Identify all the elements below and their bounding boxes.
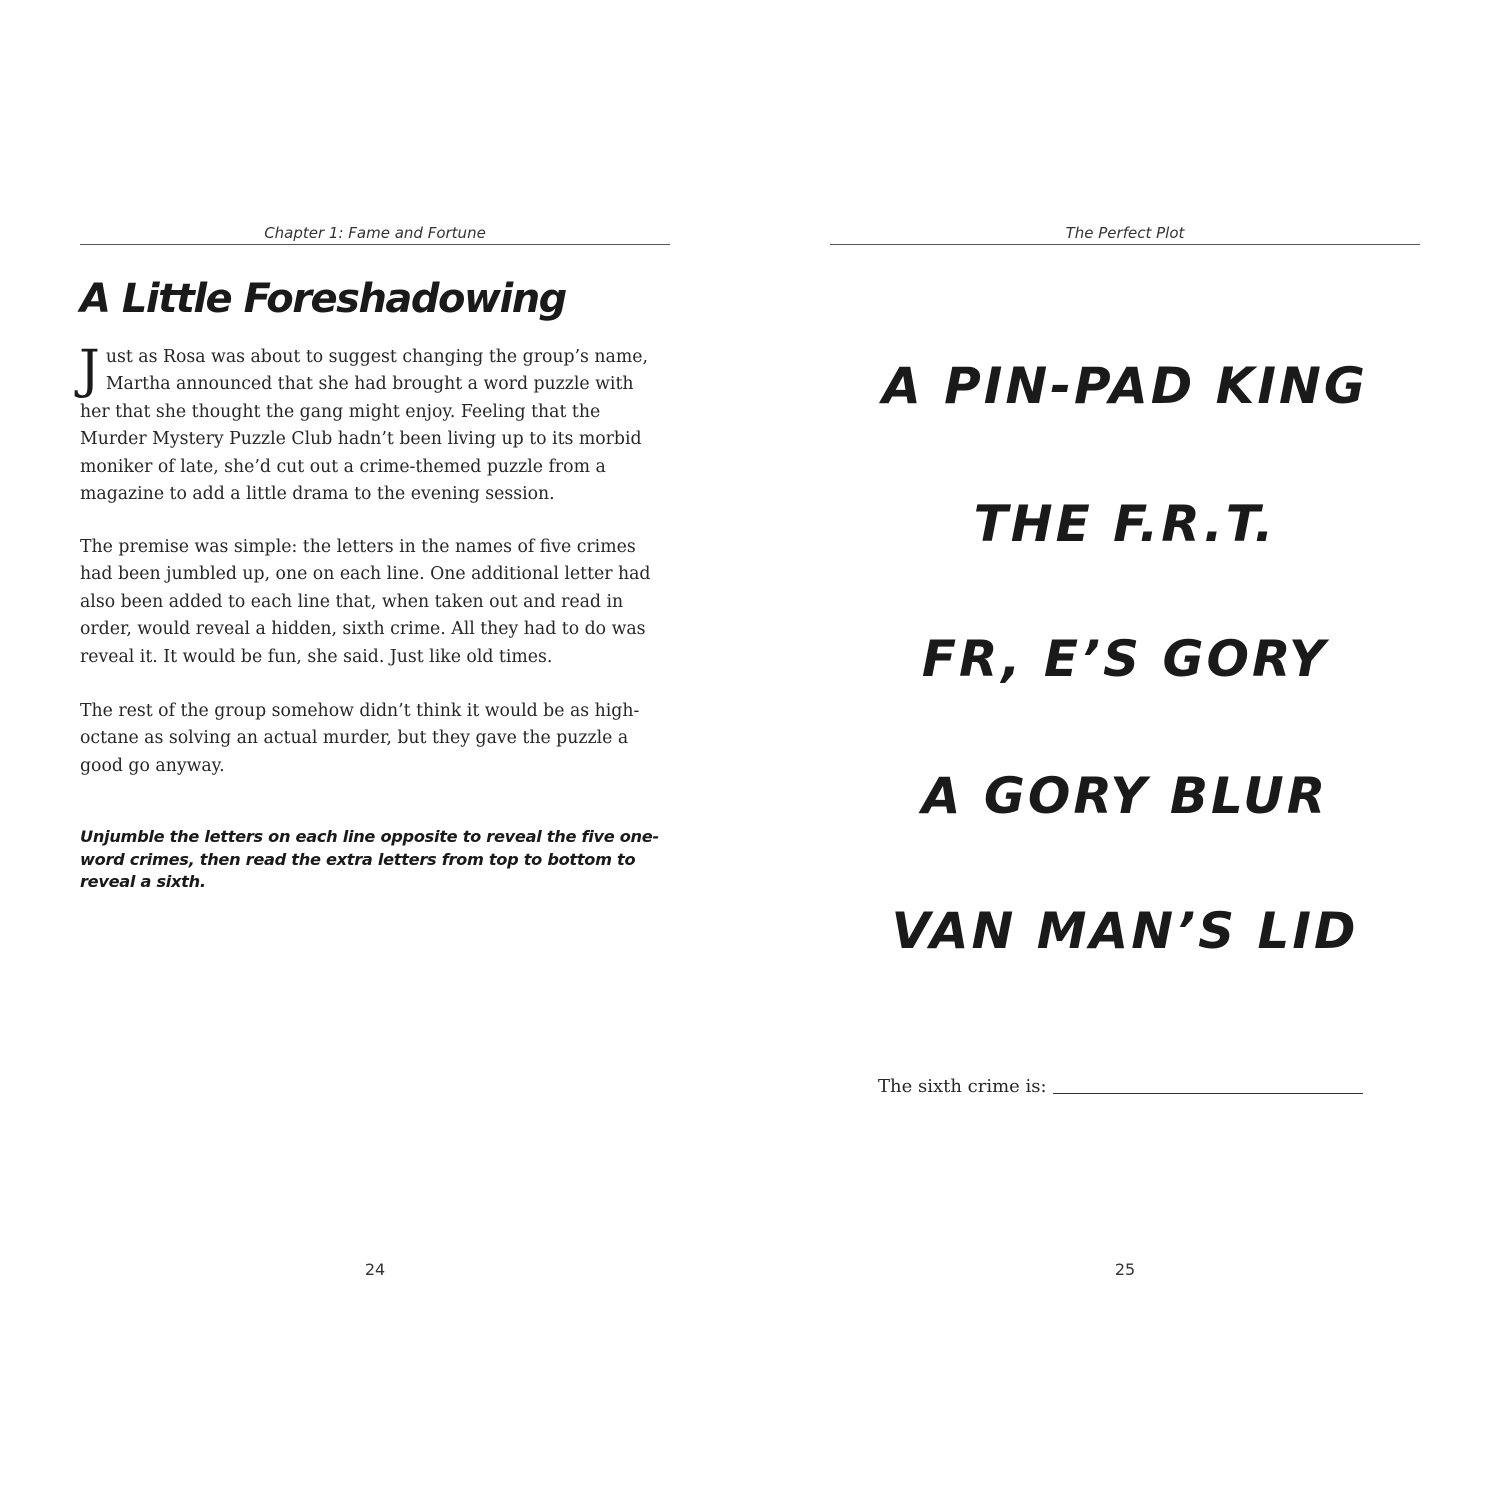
body-paragraph-3: The rest of the group somehow didn’t think it would be as high-octane as solving an actual murder, but they gave the puzzle a good go anyway. — [80, 701, 640, 776]
answer-prompt: The sixth crime is: — [878, 1076, 1047, 1097]
section-heading: A Little Foreshadowing — [80, 276, 566, 322]
running-head-right: The Perfect Plot — [1065, 224, 1185, 242]
answer-blank-line[interactable] — [1053, 1093, 1363, 1094]
paragraph-1-text: ust as Rosa was about to suggest changing the group’s name, Martha announced that she had brought a word puzzle with her that she thought the gang might enjoy. Feeling that the Murder Mystery Puzzle Club hadn’t been living up to its morbid moniker of late, she’d cut out a crime-themed puzzle from a magazine to add a little drama to the evening session. — [80, 347, 648, 505]
puzzle-line-1: A PIN-PAD KING — [882, 357, 1368, 415]
header-rule-right — [830, 244, 1420, 245]
body-paragraph-2: The premise was simple: the letters in the names of five crimes had been jumbled up, one on each line. One additional letter had also been added to each line that, when taken out and read in order, would reveal a hidden, sixth crime. All they had to do was reveal it. It would be fun, she said. Just like old times. — [80, 537, 651, 667]
running-head-left: Chapter 1: Fame and Fortune — [264, 224, 486, 242]
answer-row — [878, 1076, 1363, 1097]
right-page — [830, 0, 1420, 1500]
drop-cap: J — [79, 340, 100, 400]
left-page — [80, 0, 670, 1500]
header-rule-left — [80, 244, 670, 245]
puzzle-line-5: VAN MAN’S LID — [891, 902, 1359, 960]
puzzle-line-3: FR, E’S GORY — [921, 630, 1329, 688]
page-number-left: 24 — [364, 1260, 386, 1279]
puzzle-instructions: Unjumble the letters on each line opposite to reveal the five one-word crimes, then read the extra letters from top to bottom to reveal a sixth. — [80, 827, 659, 892]
page-number-right: 25 — [1114, 1260, 1136, 1279]
body-paragraph-1 — [79, 340, 655, 508]
puzzle-line-4: A GORY BLUR — [921, 767, 1329, 825]
puzzle-line-2: THE F.R.T. — [973, 495, 1277, 553]
